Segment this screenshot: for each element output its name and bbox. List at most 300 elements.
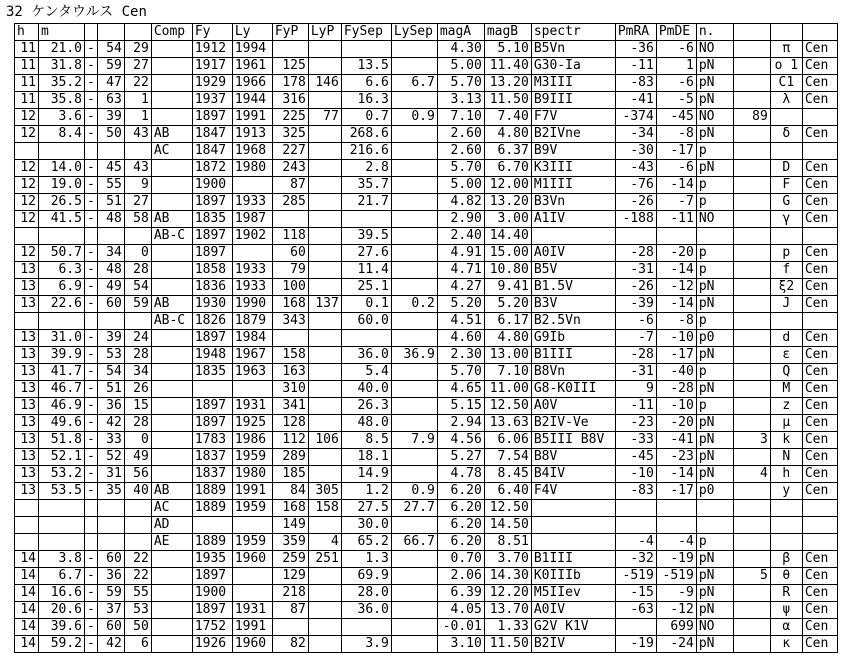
table-cell: 55 (124, 585, 151, 602)
table-cell: 60 (97, 551, 124, 568)
table-cell (802, 143, 837, 160)
table-cell: 46.9 (39, 398, 85, 415)
table-cell: pN (696, 415, 733, 432)
table-cell: 36 (97, 398, 124, 415)
table-cell: 1897 (192, 228, 232, 245)
table-cell: pN (696, 602, 733, 619)
table-cell (272, 619, 308, 636)
table-cell (733, 245, 770, 262)
table-row (15, 551, 838, 568)
table-cell: 31.0 (39, 330, 85, 347)
table-cell: 6.17 (484, 313, 531, 330)
table-cell: 310 (272, 381, 308, 398)
table-cell: 4.71 (437, 262, 484, 279)
table-cell: 1917 (192, 58, 232, 75)
table-cell: -31 (615, 262, 656, 279)
column-header: h (15, 24, 39, 41)
table-cell (770, 313, 802, 330)
table-cell: M5IIev (531, 585, 615, 602)
table-cell: 1858 (192, 262, 232, 279)
table-cell: 13.20 (484, 194, 531, 211)
table-cell (151, 398, 192, 415)
table-cell (733, 177, 770, 194)
table-cell: 146 (308, 75, 341, 92)
table-cell: 54 (124, 279, 151, 296)
table-cell (151, 415, 192, 432)
table-cell (733, 483, 770, 500)
table-cell: -10 (615, 466, 656, 483)
table-cell: B9III (531, 92, 615, 109)
table-cell: -30 (615, 143, 656, 160)
table-cell (696, 228, 733, 245)
table-cell: 13.5 (341, 58, 391, 75)
table-cell: Cen (802, 432, 837, 449)
table-cell: - (85, 636, 98, 653)
table-cell (151, 245, 192, 262)
table-cell: B5III B8V (531, 432, 615, 449)
table-cell: 2.40 (437, 228, 484, 245)
table-cell (308, 602, 341, 619)
table-cell: - (85, 381, 98, 398)
table-cell: pN (696, 551, 733, 568)
table-cell (232, 177, 272, 194)
table-cell (615, 517, 656, 534)
table-cell (733, 262, 770, 279)
table-row (15, 466, 838, 483)
table-cell: 149 (272, 517, 308, 534)
table-cell: Cen (802, 364, 837, 381)
table-cell: Cen (802, 92, 837, 109)
table-cell: pN (696, 279, 733, 296)
table-cell: B8V (531, 449, 615, 466)
table-cell (39, 228, 85, 245)
table-cell: 22 (124, 75, 151, 92)
table-row (15, 177, 838, 194)
table-cell: 14 (15, 636, 39, 653)
table-cell: 6.7 (391, 75, 437, 92)
table-cell (733, 415, 770, 432)
table-cell: 53 (124, 602, 151, 619)
table-cell: 28 (124, 347, 151, 364)
table-cell: 13.20 (484, 75, 531, 92)
table-cell: 36 (97, 568, 124, 585)
table-cell: 79 (272, 262, 308, 279)
table-row (15, 500, 838, 517)
table-cell: Cen (802, 483, 837, 500)
table-cell: 43 (124, 126, 151, 143)
table-cell: G (770, 194, 802, 211)
table-cell: -6 (656, 160, 696, 177)
table-cell: 5 (733, 568, 770, 585)
table-cell (15, 517, 39, 534)
table-cell: -17 (656, 143, 696, 160)
table-cell: 28 (124, 262, 151, 279)
table-cell: 125 (272, 58, 308, 75)
table-cell: B2IV-Ve (531, 415, 615, 432)
table-cell: -14 (656, 262, 696, 279)
table-cell: 3.9 (341, 636, 391, 653)
table-cell: p (696, 313, 733, 330)
column-header: magA (437, 24, 484, 41)
table-cell: - (85, 585, 98, 602)
table-cell: 8.4 (39, 126, 85, 143)
table-cell: K0IIIb (531, 568, 615, 585)
table-cell: 227 (272, 143, 308, 160)
table-cell: 12 (15, 177, 39, 194)
table-cell (802, 313, 837, 330)
column-header: magB (484, 24, 531, 41)
table-cell: Cen (802, 296, 837, 313)
table-cell: 2.30 (437, 347, 484, 364)
table-cell (615, 619, 656, 636)
table-cell (151, 75, 192, 92)
table-cell: 0.2 (391, 296, 437, 313)
table-cell: 13 (15, 330, 39, 347)
table-cell: 3.00 (484, 211, 531, 228)
table-cell: 6.39 (437, 585, 484, 602)
table-cell: -34 (615, 126, 656, 143)
table-cell: 87 (272, 177, 308, 194)
table-cell: 4.65 (437, 381, 484, 398)
table-cell: 12 (15, 126, 39, 143)
table-cell: 225 (272, 109, 308, 126)
table-cell (15, 534, 39, 551)
table-cell: 20.6 (39, 602, 85, 619)
table-cell (272, 330, 308, 347)
table-cell: 7.9 (391, 432, 437, 449)
table-cell: 27.5 (341, 500, 391, 517)
table-cell: -41 (615, 92, 656, 109)
table-cell (15, 500, 39, 517)
table-cell (308, 177, 341, 194)
table-cell: 1837 (192, 466, 232, 483)
table-cell: 6.6 (341, 75, 391, 92)
table-cell: 1991 (232, 483, 272, 500)
table-cell: -14 (656, 296, 696, 313)
table-cell: μ (770, 415, 802, 432)
table-cell: - (85, 364, 98, 381)
table-cell: 40 (124, 483, 151, 500)
table-cell: 12.50 (484, 500, 531, 517)
table-cell: 12.20 (484, 585, 531, 602)
table-cell (308, 619, 341, 636)
table-row (15, 109, 838, 126)
table-cell: -41 (656, 432, 696, 449)
table-cell: 341 (272, 398, 308, 415)
table-cell (308, 466, 341, 483)
table-cell: Cen (802, 262, 837, 279)
table-cell: NO (696, 619, 733, 636)
table-cell: 6.7 (39, 568, 85, 585)
table-cell (192, 381, 232, 398)
table-cell: 251 (308, 551, 341, 568)
table-cell: 1897 (192, 602, 232, 619)
table-cell (151, 41, 192, 58)
table-cell: 39.9 (39, 347, 85, 364)
table-cell: B1III (531, 347, 615, 364)
table-cell: 0.70 (437, 551, 484, 568)
table-cell (97, 534, 124, 551)
table-cell: Cen (802, 568, 837, 585)
table-cell: 343 (272, 313, 308, 330)
table-cell (733, 211, 770, 228)
table-cell: Cen (802, 41, 837, 58)
table-cell: 6.3 (39, 262, 85, 279)
table-cell: - (85, 160, 98, 177)
table-cell: 26.3 (341, 398, 391, 415)
table-cell: p0 (696, 483, 733, 500)
table-row (15, 279, 838, 296)
table-cell: 13 (15, 296, 39, 313)
table-cell (308, 381, 341, 398)
table-cell: 54 (97, 364, 124, 381)
table-cell (124, 228, 151, 245)
table-cell: 19.0 (39, 177, 85, 194)
table-cell (733, 194, 770, 211)
table-cell (151, 381, 192, 398)
table-cell: α (770, 619, 802, 636)
table-cell: 51 (97, 381, 124, 398)
table-cell: 58 (124, 211, 151, 228)
table-cell: 100 (272, 279, 308, 296)
table-cell: 51 (97, 194, 124, 211)
column-header: LyP (308, 24, 341, 41)
table-cell: 59 (97, 585, 124, 602)
table-cell: 59 (124, 296, 151, 313)
table-cell: Cen (802, 58, 837, 75)
table-cell: Cen (802, 449, 837, 466)
table-cell: 1994 (232, 41, 272, 58)
table-cell: Cen (802, 160, 837, 177)
table-cell: G2V K1V (531, 619, 615, 636)
table-cell: 13.00 (484, 347, 531, 364)
table-cell (97, 517, 124, 534)
table-cell: 1 (124, 109, 151, 126)
table-cell (391, 602, 437, 619)
table-cell (733, 41, 770, 58)
table-cell: -24 (656, 636, 696, 653)
table-cell (733, 619, 770, 636)
table-cell: B3V (531, 296, 615, 313)
table-cell: -17 (656, 347, 696, 364)
table-cell: 11.50 (484, 92, 531, 109)
table-cell: 1960 (232, 636, 272, 653)
table-cell: 1902 (232, 228, 272, 245)
table-cell (124, 517, 151, 534)
table-cell (733, 347, 770, 364)
table-cell: -19 (656, 551, 696, 568)
table-cell: 158 (272, 347, 308, 364)
table-cell (308, 398, 341, 415)
table-cell (733, 602, 770, 619)
column-header: PmRA (615, 24, 656, 41)
table-cell: 9 (124, 177, 151, 194)
table-cell (733, 228, 770, 245)
table-cell: 60 (97, 296, 124, 313)
table-cell (733, 126, 770, 143)
table-cell: 13 (15, 466, 39, 483)
table-cell: 50 (124, 619, 151, 636)
table-cell: AC (151, 143, 192, 160)
table-cell (391, 262, 437, 279)
table-cell: - (85, 483, 98, 500)
table-cell (531, 228, 615, 245)
table-cell: -519 (656, 568, 696, 585)
table-cell (733, 58, 770, 75)
table-row (15, 92, 838, 109)
table-cell: Cen (802, 602, 837, 619)
table-cell: 1847 (192, 126, 232, 143)
table-cell (391, 160, 437, 177)
table-cell: 15.00 (484, 245, 531, 262)
table-cell: 7.54 (484, 449, 531, 466)
table-cell: 6.37 (484, 143, 531, 160)
table-cell: 158 (308, 500, 341, 517)
table-cell: 24 (124, 330, 151, 347)
table-cell (391, 330, 437, 347)
table-cell: A0IV (531, 245, 615, 262)
table-cell: -36 (615, 41, 656, 58)
column-header: Ly (232, 24, 272, 41)
table-cell: y (770, 483, 802, 500)
table-cell: -15 (615, 585, 656, 602)
table-cell: -28 (615, 347, 656, 364)
table-cell (733, 585, 770, 602)
table-cell: - (85, 296, 98, 313)
table-cell (151, 568, 192, 585)
table-cell: 6.20 (437, 483, 484, 500)
table-cell: G30-Ia (531, 58, 615, 75)
table-cell: 77 (308, 109, 341, 126)
table-cell: 49.6 (39, 415, 85, 432)
table-cell: ψ (770, 602, 802, 619)
table-cell: -83 (615, 483, 656, 500)
table-cell (308, 194, 341, 211)
column-header: m (39, 24, 85, 41)
table-cell: AD (151, 517, 192, 534)
table-cell: 56 (124, 466, 151, 483)
table-cell (232, 568, 272, 585)
table-cell (391, 126, 437, 143)
table-cell: 34 (97, 245, 124, 262)
table-cell: 1897 (192, 568, 232, 585)
table-cell: 13 (15, 364, 39, 381)
table-cell (391, 58, 437, 75)
table-cell: 12 (15, 245, 39, 262)
table-cell (97, 143, 124, 160)
table-cell: -83 (615, 75, 656, 92)
column-header (733, 24, 770, 41)
table-cell: -63 (615, 602, 656, 619)
table-cell: -10 (656, 330, 696, 347)
table-cell: 6.70 (484, 160, 531, 177)
table-cell: 1889 (192, 483, 232, 500)
table-cell: 1897 (192, 398, 232, 415)
table-cell: 6.9 (39, 279, 85, 296)
table-cell (770, 109, 802, 126)
table-cell: ξ2 (770, 279, 802, 296)
table-cell: B2IV (531, 636, 615, 653)
table-cell: pN (696, 466, 733, 483)
table-cell: AB (151, 483, 192, 500)
table-cell (531, 500, 615, 517)
table-cell: -0.01 (437, 619, 484, 636)
table-cell (391, 313, 437, 330)
table-cell (391, 619, 437, 636)
column-header (802, 24, 837, 41)
table-cell: 1.3 (341, 551, 391, 568)
table-cell: 5.70 (437, 364, 484, 381)
table-cell: pN (696, 75, 733, 92)
table-cell: 51.8 (39, 432, 85, 449)
table-cell (531, 517, 615, 534)
table-cell: 2.60 (437, 126, 484, 143)
table-cell: p (696, 262, 733, 279)
table-cell (391, 228, 437, 245)
table-cell: 1879 (232, 313, 272, 330)
table-cell: 36.9 (391, 347, 437, 364)
table-cell: C1 (770, 75, 802, 92)
table-cell (733, 449, 770, 466)
table-cell: 305 (308, 483, 341, 500)
table-cell: 11.4 (341, 262, 391, 279)
table-cell: 4.80 (484, 330, 531, 347)
table-cell: 106 (308, 432, 341, 449)
table-cell: 1.2 (341, 483, 391, 500)
table-cell: λ (770, 92, 802, 109)
table-cell: 1913 (232, 126, 272, 143)
table-cell: 6.20 (437, 534, 484, 551)
table-cell: -43 (615, 160, 656, 177)
table-cell: δ (770, 126, 802, 143)
table-cell: p (696, 143, 733, 160)
table-row (15, 143, 838, 160)
table-cell (802, 517, 837, 534)
table-cell: Cen (802, 347, 837, 364)
table-cell: θ (770, 568, 802, 585)
table-cell: 13 (15, 347, 39, 364)
table-cell (39, 500, 85, 517)
table-cell: 1847 (192, 143, 232, 160)
table-cell: 185 (272, 466, 308, 483)
table-cell: 14.30 (484, 568, 531, 585)
table-cell (308, 330, 341, 347)
table-cell: 1900 (192, 585, 232, 602)
table-cell (151, 177, 192, 194)
table-row (15, 534, 838, 551)
table-cell: Cen (802, 466, 837, 483)
table-cell: pN (696, 432, 733, 449)
table-cell: -45 (656, 109, 696, 126)
table-cell: 216.6 (341, 143, 391, 160)
table-cell: -28 (615, 245, 656, 262)
table-cell: 5.70 (437, 160, 484, 177)
table-cell: 1963 (232, 364, 272, 381)
table-cell: 11 (15, 92, 39, 109)
table-cell (391, 177, 437, 194)
table-cell (308, 585, 341, 602)
table-cell: 49 (124, 449, 151, 466)
table-cell: 359 (272, 534, 308, 551)
table-cell: 7.10 (437, 109, 484, 126)
table-cell: Cen (802, 398, 837, 415)
table-cell: 2.90 (437, 211, 484, 228)
table-cell: G9Ib (531, 330, 615, 347)
table-cell: 5.15 (437, 398, 484, 415)
table-cell: o 1 (770, 58, 802, 75)
table-cell: 14 (15, 602, 39, 619)
table-cell (308, 449, 341, 466)
